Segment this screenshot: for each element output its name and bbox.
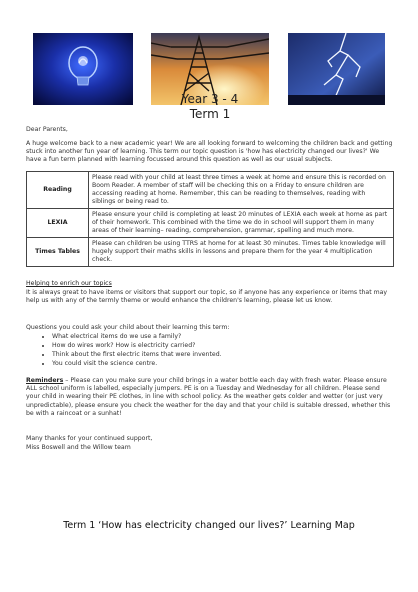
questions-heading: Questions you could ask your child about their learning this term: [26,324,230,331]
subject-row-lexia [27,209,394,238]
subject-name: LEXIA [27,209,89,238]
learning-map-title: Term 1 ‘How has electricity changed our lives?’ Learning Map [63,520,355,531]
subject-row-times-tables [27,238,394,267]
reminders-text: – Please can you make sure your child brings in a water bottle each day with fresh water. Please ensure ALL school uniform is labelled, especially jumpers. PE is on a Tuesday and Wednesday for all children. Please send your child in wearing their PE clothes, in line with school policy. As the weather gets colder and wetter (or just very unpredictable), please ensure you check the weather for the day and that your child is suitable dressed, whether this be with a raincoat or a sunhat! [26,377,391,417]
letter-greeting: Dear Parents, [26,126,68,133]
year-group-title: Year 3 - 4 [181,92,239,106]
subject-name: Reading [27,172,89,209]
subject-row-reading [27,172,394,209]
list-item: • How do wires work? How is electricity carried? [52,341,352,350]
subject-text: Please read with your child at least three times a week at home and ensure this is recorded on Boom Reader. A member of staff will be checking this on a Friday to ensure children are accessing reading at home. Remember, this can be reading to themselves, reading with siblings or being read to. [89,172,394,209]
lightning-storm-photo [288,33,385,105]
subject-text: Please can children be using TTRS at home for at least 30 minutes. Times table knowledge will hugely support their maths skills in lessons and prepare them for the year 4 multiplication check. [89,238,394,267]
subjects-table [26,171,394,267]
subject-text: Please ensure your child is completing at least 20 minutes of LEXIA each week at home as part of their homework. This combined with the time we do in school will support them in many areas of their learning– reading, comprehension, grammar, spelling and much more. [89,209,394,238]
term-title: Term 1 [189,107,231,121]
letter-signoff: Miss Boswell and the Willow team [26,444,131,451]
list-item: • Think about the first electric items that were invented. [52,350,352,359]
list-item: • You could visit the science centre. [52,359,352,368]
reminders-label: Reminders [26,377,64,384]
letter-intro: A huge welcome back to a new academic year! We are all looking forward to welcoming the children back and getting stuck into another fun year of learning. This term our topic question is 'how has electricity changed our lives?' We have a fun term planned with learning focussed around this question as well as our usual subjects. [26,140,393,164]
list-item: • What electrical items do we use a family? [52,332,352,341]
letter-thanks: Many thanks for your continued support, [26,435,153,442]
helping-text: It is always great to have items or visitors that support our topic, so if anyone has any experience or items that may help us with any of the termly theme or would enhance the children's learning, please let us know. [26,289,388,305]
subject-name: Times Tables [27,238,89,267]
blue-light-bulb-photo [33,33,133,105]
questions-list [40,332,352,368]
reminders-paragraph [26,377,394,418]
helping-heading: Helping to enrich our topics [26,280,112,287]
